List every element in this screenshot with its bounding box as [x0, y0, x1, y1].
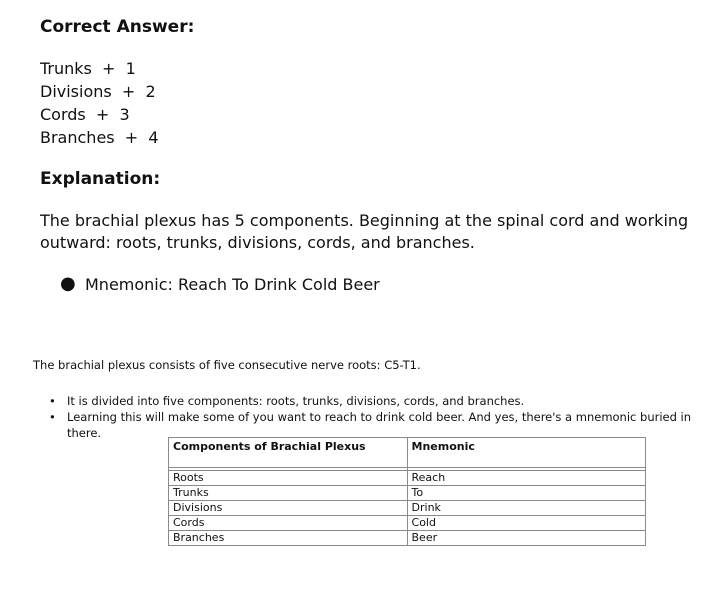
answer-item: Trunks + 1	[40, 59, 136, 78]
bullet-icon: •	[49, 410, 56, 424]
table-header-row	[169, 438, 646, 468]
table-row	[169, 486, 646, 501]
brachial-plexus-table	[168, 437, 646, 546]
table-row	[169, 501, 646, 516]
plexus-bullets	[33, 393, 703, 441]
explanation-paragraph: The brachial plexus has 5 components. Beginning at the spinal cord and working outward: roots, trunks, divisions, cords, and branches.	[40, 211, 689, 252]
table-cell: To	[407, 486, 645, 501]
list-item	[33, 393, 703, 409]
answer-item: Branches + 4	[40, 128, 159, 147]
bullet-icon: •	[49, 394, 56, 408]
plexus-intro: The brachial plexus consists of five consecutive nerve roots: C5-T1.	[33, 358, 421, 372]
table-cell: Cold	[407, 516, 645, 531]
table-cell: Reach	[407, 471, 645, 486]
table-cell: Divisions	[169, 501, 408, 516]
table-cell: Trunks	[169, 486, 408, 501]
table-cell: Cords	[169, 516, 408, 531]
table-header-components: Components of Brachial Plexus	[169, 438, 408, 468]
table-cell: Beer	[407, 531, 645, 546]
list-item-text: Learning this will make some of you want to reach to drink cold beer. And yes, there's a mnemonic buried in there.	[67, 410, 692, 440]
mnemonic-text: Mnemonic: Reach To Drink Cold Beer	[85, 275, 380, 294]
explanation-heading: Explanation:	[40, 169, 161, 189]
table-cell: Drink	[407, 501, 645, 516]
table-row	[169, 516, 646, 531]
answer-item: Divisions + 2	[40, 82, 156, 101]
answer-list	[40, 57, 159, 149]
table-header-mnemonic: Mnemonic	[407, 438, 645, 468]
bullet-icon: ●	[60, 273, 76, 294]
table-row	[169, 471, 646, 486]
list-item-text: It is divided into five components: roots, trunks, divisions, cords, and branches.	[67, 394, 525, 408]
table-cell: Branches	[169, 531, 408, 546]
correct-answer-heading: Correct Answer:	[40, 17, 195, 37]
table-row	[169, 531, 646, 546]
answer-item: Cords + 3	[40, 105, 130, 124]
table-cell: Roots	[169, 471, 408, 486]
